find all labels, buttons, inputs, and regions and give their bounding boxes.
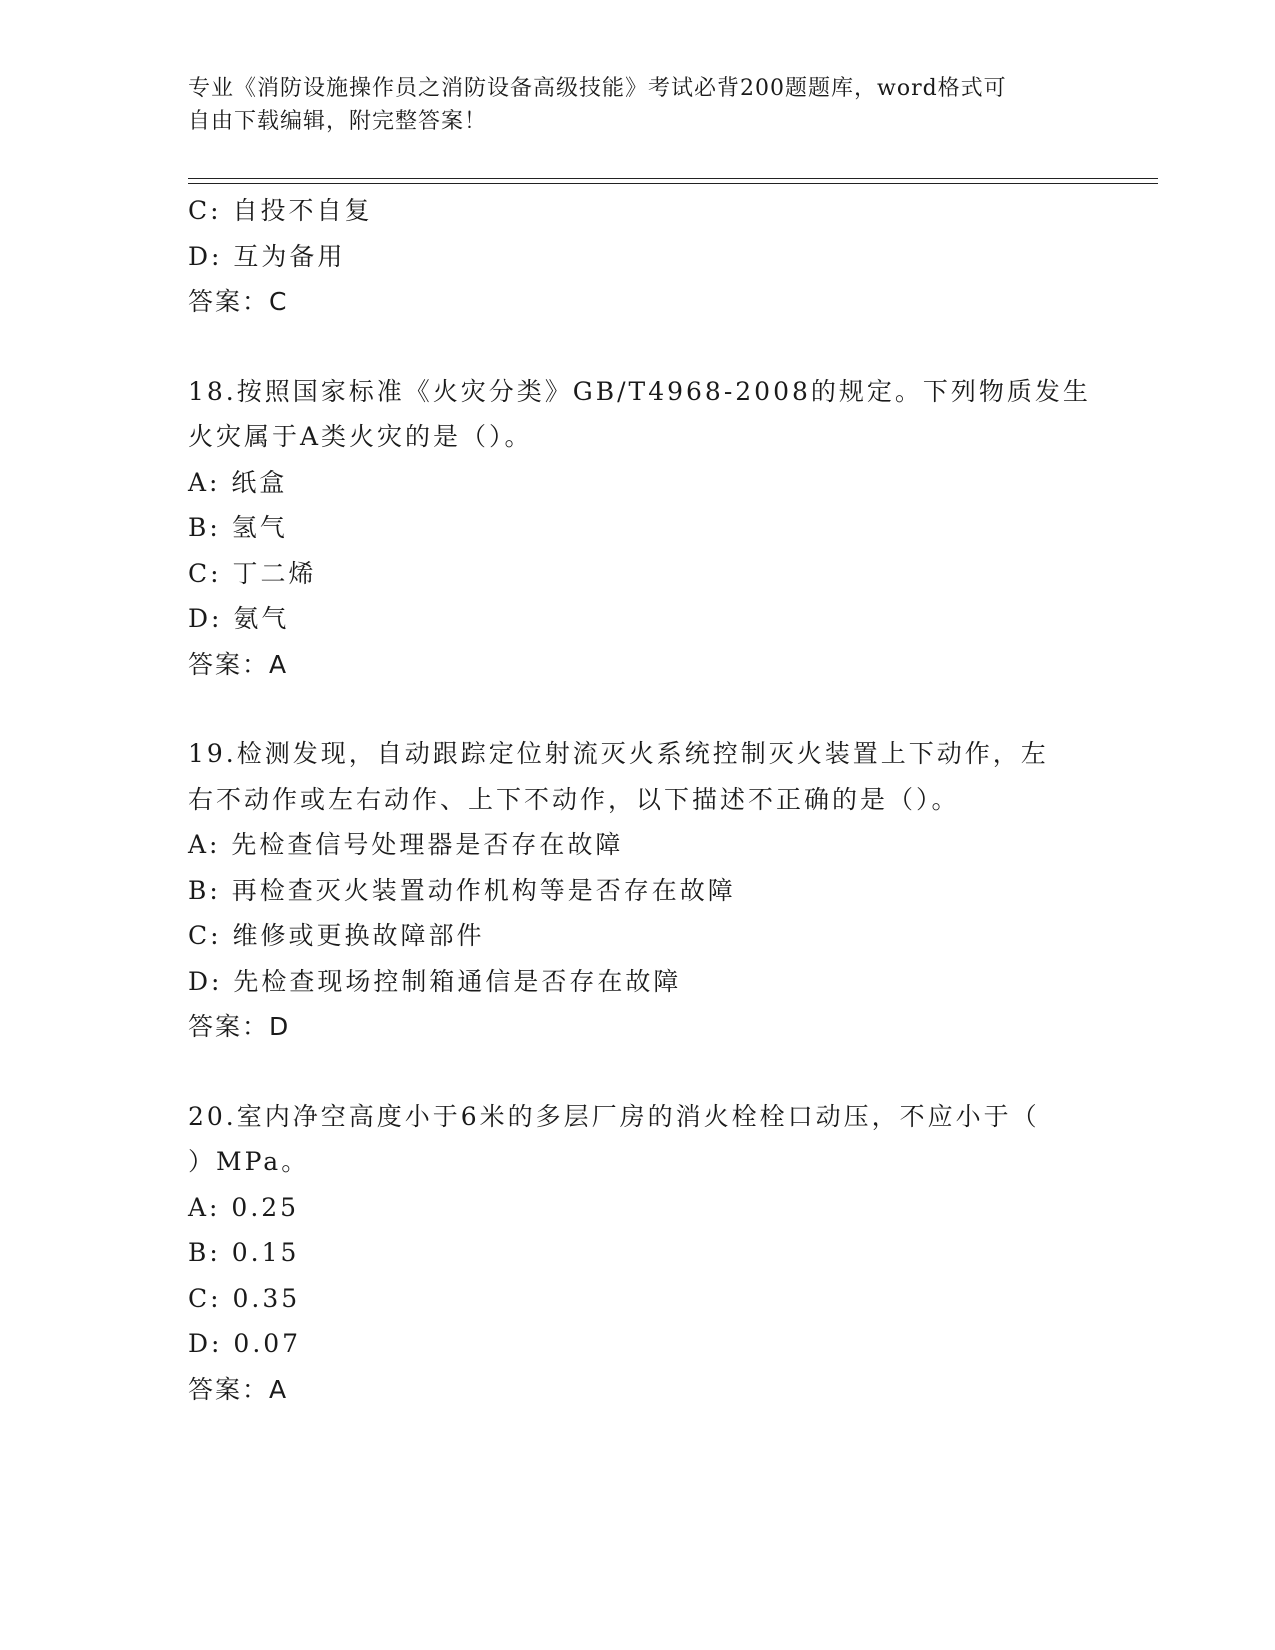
option-a: A: 先检查信号处理器是否存在故障 [188,830,624,859]
question-stem-line-2: 右不动作或左右动作、上下不动作，以下描述不正确的是（）。 [188,784,960,814]
answer-line: 答案：C [188,287,289,316]
header-title-line-1: 专业《消防设施操作员之消防设备高级技能》考试必背200题题库，word格式可 [188,76,1007,101]
question-stem-line-1: 20.室内净空高度小于6米的多层厂房的消火栓栓口动压，不应小于（ [188,1101,1040,1131]
option-a: A: 0.25 [188,1192,300,1222]
spacer [188,687,1088,731]
option-d: D: 0.07 [188,1329,302,1358]
question-stem-line-2: ）MPa。 [188,1147,310,1176]
option-c: C: 维修或更换故障部件 [188,921,485,950]
header-title-line-2: 自由下载编辑，附完整答案！ [188,109,488,134]
option-a: A: 纸盒 [188,467,288,497]
header-divider-top [188,178,1158,179]
question-17-tail [188,188,1088,325]
option-c: C: 0.35 [188,1283,301,1313]
option-c: C: 丁二烯 [188,558,317,588]
question-content [188,188,1091,1412]
answer-line: 答案：D [188,1012,291,1041]
option-b: B: 0.15 [188,1238,300,1267]
answer-line: 答案：A [188,1374,289,1404]
option-b: B: 氢气 [188,513,288,542]
question-20 [188,1094,1088,1413]
option-d: D: 互为备用 [188,241,346,271]
spacer [188,325,1088,369]
option-c: C: 自投不自复 [188,196,373,225]
answer-line: 答案：A [188,649,289,679]
option-d: D: 先检查现场控制箱通信是否存在故障 [188,966,682,996]
option-d: D: 氨气 [188,604,290,633]
spacer [188,1050,1088,1094]
question-stem-line-1: 18.按照国家标准《火灾分类》GB/T4968-2008的规定。下列物质发生 [188,376,1091,406]
header-divider-bottom [188,183,1158,184]
question-19 [188,731,1088,1050]
question-stem-line-1: 19.检测发现，自动跟踪定位射流灭火系统控制灭火装置上下动作，左 [188,739,1049,768]
option-b: B: 再检查灭火装置动作机构等是否存在故障 [188,875,736,905]
document-header [188,72,1068,138]
question-18 [188,369,1091,688]
question-stem-line-2: 火灾属于A类火灾的是（）。 [188,422,533,451]
